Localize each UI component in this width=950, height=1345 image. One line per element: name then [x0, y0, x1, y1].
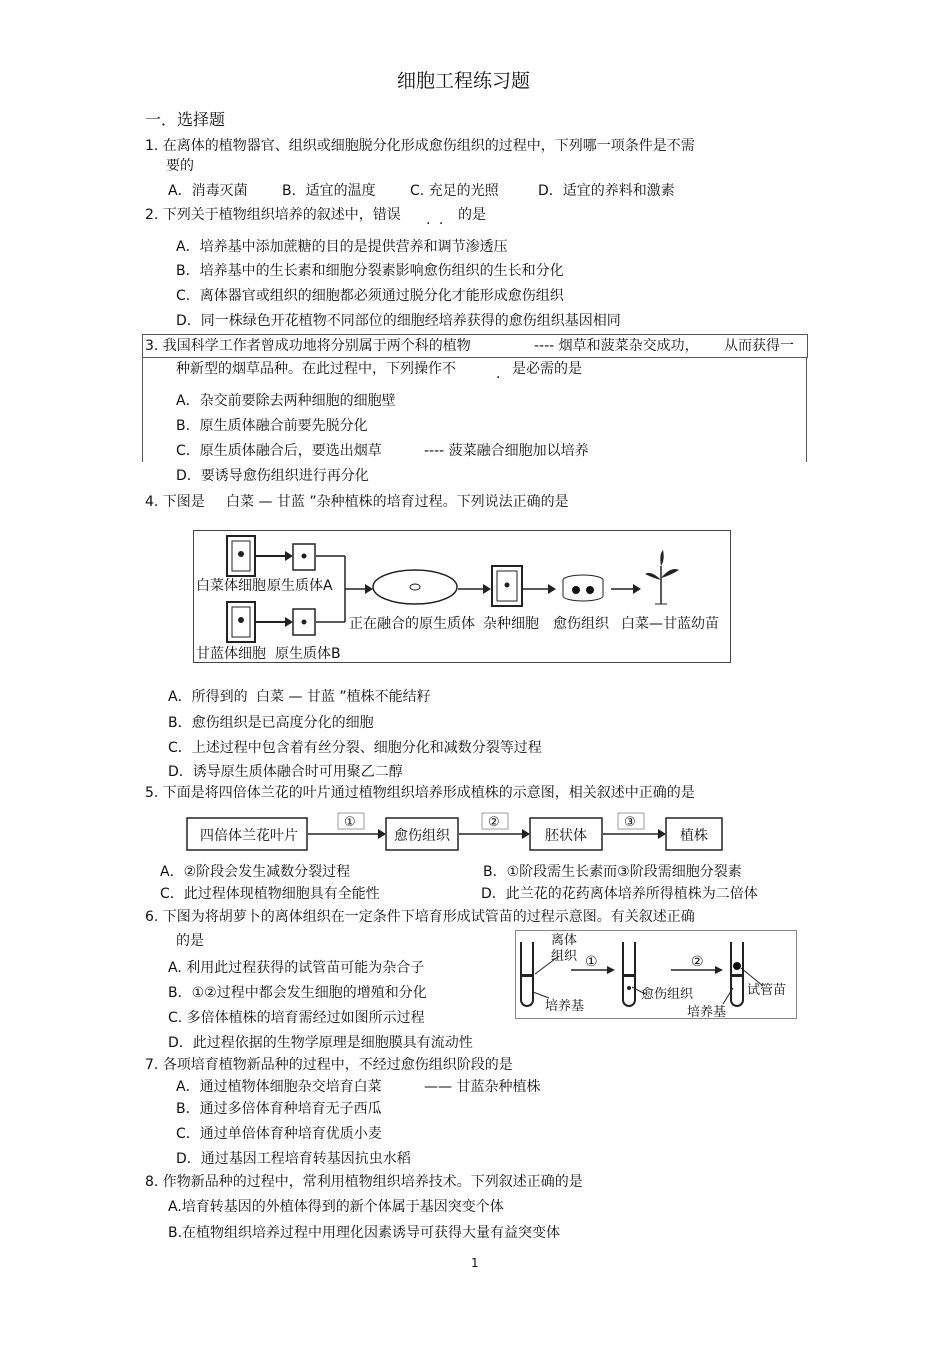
- label-hybrid-cell: 杂种细胞: [483, 616, 539, 632]
- q1-option-d: D．适宜的养料和激素: [538, 183, 675, 199]
- q4-option-a-part2: 白菜 — 甘蓝 ”植株不能结籽: [256, 689, 431, 705]
- q4-option-d: D．诱导原生质体融合时可用聚乙二醇: [168, 764, 403, 780]
- q3-stem-line2a: 种新型的烟草品种。在此过程中，下列操作不: [176, 361, 456, 377]
- orchid-flow-diagram: [186, 810, 726, 854]
- q7-option-d: D．通过基因工程培育转基因抗虫水稻: [176, 1151, 411, 1167]
- q1-option-c: C. 充足的光照: [410, 183, 499, 199]
- seedling-icon: [645, 550, 679, 604]
- q7-option-a-part2: —— 甘蓝杂种植株: [424, 1079, 541, 1095]
- arrow-icon: [285, 551, 293, 561]
- q7-option-b: B．通过多倍体育种培育无子西瓜: [176, 1101, 382, 1117]
- q3-box-left: [142, 357, 143, 462]
- q4-option-c: C．上述过程中包含着有丝分裂、细胞分化和减数分裂等过程: [168, 740, 542, 756]
- q4-option-a-part1: A．所得到的: [168, 689, 248, 705]
- arrow-icon: [285, 617, 293, 627]
- arrow-icon: [715, 966, 723, 974]
- arrow-icon: [378, 829, 386, 839]
- q8-option-a: A.培育转基因的外植体得到的新个体属于基因突变个体: [168, 1199, 504, 1215]
- fusing-protoplast-icon: [373, 570, 457, 604]
- arrow-icon: [548, 584, 556, 594]
- label-callus: 愈伤组织: [641, 987, 694, 1002]
- section-heading: 一．选择题: [145, 110, 226, 129]
- step-2-label: ②: [488, 815, 500, 830]
- q1-option-b: B．适宜的温度: [282, 183, 376, 199]
- label-protoplast-b: 原生质体B: [275, 646, 341, 662]
- q3-option-c-tail: ---- 菠菜融合细胞加以培养: [424, 443, 589, 459]
- emphasis-dots: . .: [426, 212, 446, 228]
- label-cabbage-cell: 白菜体细胞: [196, 578, 266, 594]
- q3-option-a: A．杂交前要除去两种细胞的细胞壁: [176, 393, 396, 409]
- flow-label-callus: 愈伤组织: [394, 828, 450, 844]
- q2-option-a: A．培养基中添加蔗糖的目的是提供营养和调节渗透压: [176, 239, 508, 255]
- arrow-icon: [658, 829, 666, 839]
- step-1-label: ①: [344, 815, 356, 830]
- q2-option-b: B．培养基中的生长素和细胞分裂素影响愈伤组织的生长和分化: [176, 263, 564, 279]
- q6-option-a: A. 利用此过程获得的试管苗可能为杂合子: [168, 960, 425, 976]
- q1-stem-line1: 1. 在离体的植物器官、组织或细胞脱分化形成愈伤组织的过程中，下列哪一项条件是不需: [145, 138, 695, 154]
- q5-option-b: B．①阶段需生长素而③阶段需细胞分裂素: [483, 864, 742, 880]
- q3-option-c: C．原生质体融合后，要选出烟草: [176, 443, 382, 459]
- cabbage-nucleus-icon: [238, 551, 244, 557]
- label-callus: 愈伤组织: [553, 616, 609, 632]
- q6-option-c: C. 多倍体植株的培育需经过如图所示过程: [168, 1010, 425, 1026]
- q7-option-a-part1: A．通过植物体细胞杂交培育白菜: [176, 1079, 382, 1095]
- label-seedling: 白菜—甘蓝幼苗: [621, 616, 719, 632]
- q4-stem-part1: 4. 下图是: [145, 494, 205, 510]
- diagram-border: [194, 531, 731, 663]
- q3-box-line2: [142, 357, 806, 358]
- q6-stem-line1: 6. 下图为将胡萝卜的离体组织在一定条件下培育形成试管苗的过程示意图。有关叙述正确: [145, 909, 695, 925]
- q3-option-d: D．要诱导愈伤组织进行再分化: [176, 468, 369, 484]
- q7-option-c: C．通过单倍体育种培育优质小麦: [176, 1126, 382, 1142]
- q3-stem-line1c: 从而获得一: [724, 338, 794, 354]
- q5-option-d: D．此兰花的花药离体培养所得植株为二倍体: [481, 886, 758, 902]
- q2-stem-part2: 的是: [458, 207, 486, 223]
- q2-option-c: C．离体器官或组织的细胞都必须通过脱分化才能形成愈伤组织: [176, 288, 564, 304]
- label-medium-1: 培养基: [545, 999, 585, 1014]
- q6-option-d: D．此过程依据的生物学原理是细胞膜具有流动性: [168, 1035, 473, 1051]
- label-protoplast-a: 原生质体A: [267, 578, 333, 594]
- label-step-1: ①: [585, 954, 598, 970]
- carrot-tube-diagram: [515, 930, 799, 1020]
- q6-option-b: B．①②过程中都会发生细胞的增殖和分化: [168, 985, 427, 1001]
- flow-label-plant: 植株: [680, 828, 708, 844]
- q2-stem-part1: 2. 下列关于植物组织培养的叙述中，错误: [145, 207, 401, 223]
- cabbage-kale-diagram: [193, 530, 733, 664]
- label-kale-cell: 甘蓝体细胞: [196, 646, 266, 662]
- emphasis-dot: .: [496, 366, 503, 382]
- label-fusing-protoplast: 正在融合的原生质体: [349, 616, 475, 632]
- q1-option-a: A．消毒灭菌: [168, 183, 248, 199]
- kale-nucleus-icon: [238, 617, 244, 623]
- label-seedling: 试管苗: [747, 983, 787, 998]
- q3-stem-line1a: 3. 我国科学工作者曾成功地将分别属于两个科的植物: [145, 338, 471, 354]
- q2-option-d: D．同一株绿色开花植物不同部位的细胞经培养获得的愈伤组织基因相同: [176, 313, 621, 329]
- q8-option-b: B.在植物组织培养过程中用理化因素诱导可获得大量有益突变体: [168, 1225, 561, 1241]
- label-tissue-1: 离体: [551, 933, 578, 948]
- q7-stem: 7. 各项培育植物新品种的过程中，不经过愈伤组织阶段的是: [145, 1057, 513, 1073]
- arrow-icon: [522, 829, 530, 839]
- test-tube-icon: [731, 942, 743, 1006]
- test-tube-icon: [623, 942, 635, 1006]
- q1-stem-line2: 要的: [166, 158, 194, 174]
- arrow-icon: [633, 584, 641, 594]
- q5-option-a: A．②阶段会发生减数分裂过程: [160, 864, 351, 880]
- flow-label-embryoid: 胚状体: [545, 828, 587, 844]
- label-step-2: ②: [691, 954, 704, 970]
- q3-stem-line1b: ---- 烟草和菠菜杂交成功，: [534, 338, 699, 354]
- q4-option-b: B．愈伤组织是已高度分化的细胞: [168, 715, 374, 731]
- test-tube-icon: [521, 942, 533, 1006]
- label-tissue-2: 组织: [551, 949, 578, 964]
- label-medium-2: 培养基: [687, 1005, 727, 1020]
- q6-stem-line2: 的是: [176, 933, 204, 949]
- q3-box-right: [806, 357, 807, 462]
- step-3-label: ③: [624, 815, 636, 830]
- q5-option-c: C．此过程体现植物细胞具有全能性: [160, 886, 380, 902]
- q3-stem-line2b: 是必需的是: [512, 361, 582, 377]
- q8-stem: 8. 作物新品种的过程中，常利用植物组织培养技术。下列叙述正确的是: [145, 1174, 583, 1190]
- arrow-icon: [483, 584, 491, 594]
- flow-label-leaf: 四倍体兰花叶片: [200, 828, 298, 844]
- arrow-icon: [607, 966, 615, 974]
- page-number: 1: [471, 1256, 479, 1270]
- q3-option-b: B．原生质体融合前要先脱分化: [176, 418, 368, 434]
- q4-stem-part2: 白菜 — 甘蓝 ”杂种植株的培育过程。下列说法正确的是: [226, 494, 569, 510]
- page-title: 细胞工程练习题: [397, 70, 531, 92]
- arrow-icon: [365, 584, 373, 594]
- q5-stem: 5. 下面是将四倍体兰花的叶片通过植物组织培养形成植株的示意图，相关叙述中正确的是: [145, 785, 695, 801]
